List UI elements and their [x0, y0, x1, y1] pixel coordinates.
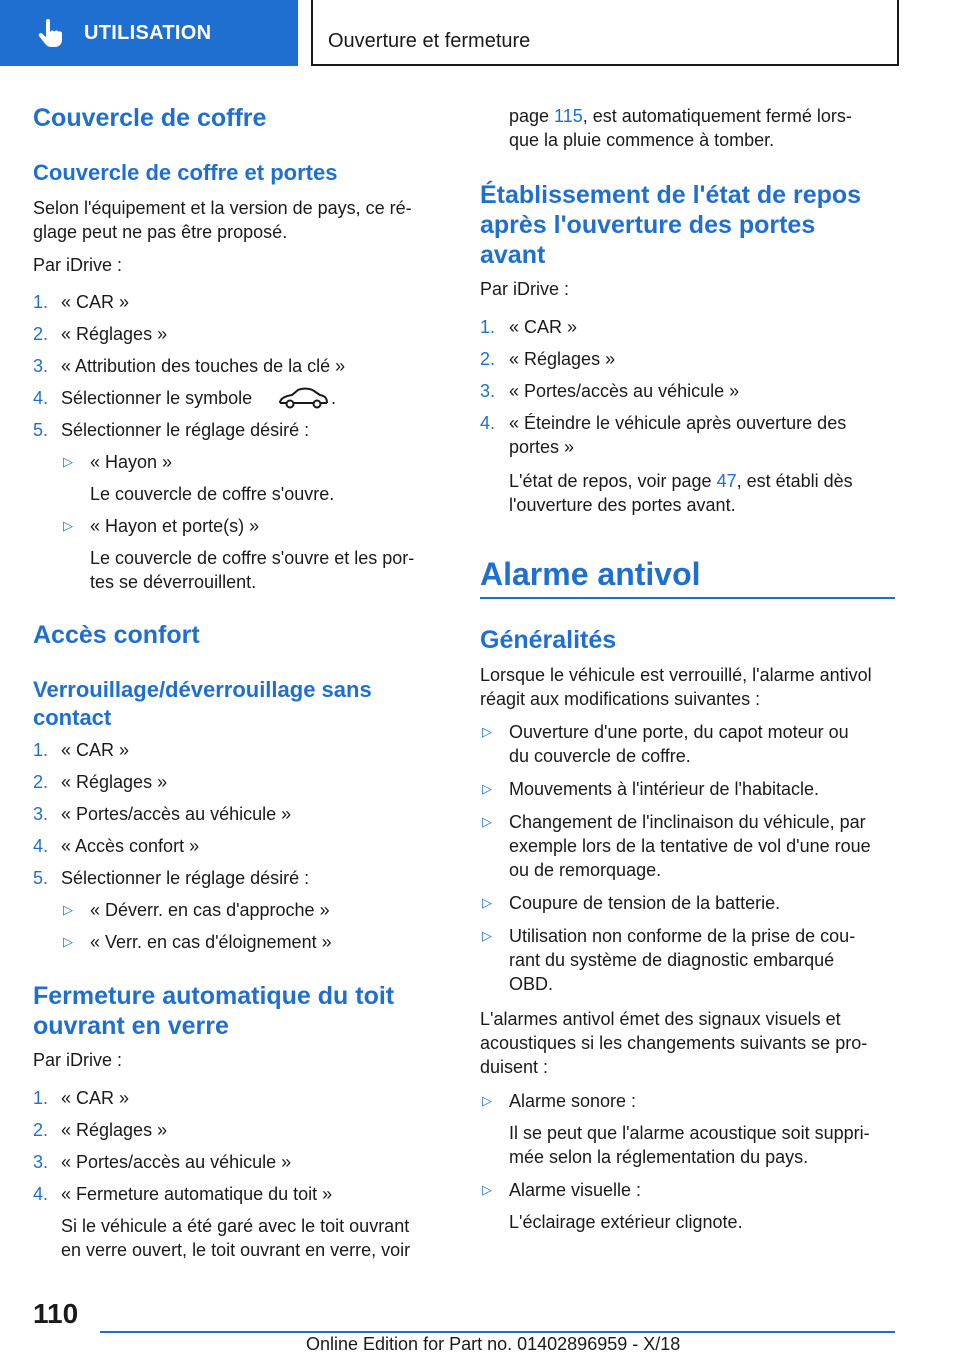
- page-link[interactable]: 47: [716, 471, 737, 491]
- list-number: 2.: [33, 772, 49, 792]
- heading-fermeture-auto-2: ouvrant en verre: [33, 1012, 229, 1040]
- list-number: 3.: [33, 804, 49, 824]
- list-number: 2.: [33, 1120, 49, 1140]
- paragraph-line: en verre ouvert, le toit ouvrant en verre, voir: [61, 1240, 411, 1260]
- list-item: « Éteindre le véhicule après ouverture des: [509, 413, 847, 433]
- bullet-line: Mouvements à l'intérieur de l'habitacle.: [509, 779, 820, 799]
- triangle-bullet-icon: ▷: [482, 1182, 492, 1197]
- triangle-bullet-icon: ▷: [63, 902, 73, 917]
- list-item: « CAR »: [509, 317, 578, 337]
- footer-edition: Online Edition for Part no. 01402896959 - X/18: [306, 1334, 681, 1354]
- list-item-cont: portes »: [509, 437, 575, 457]
- list-item: « Réglages »: [61, 324, 168, 344]
- list-item-suffix: .: [331, 388, 337, 408]
- list-item: « Attribution des touches de la clé »: [61, 356, 346, 376]
- bullet-desc: mée selon la réglementation du pays.: [509, 1147, 809, 1167]
- bullet-line: Ouverture d'une porte, du capot moteur ou: [509, 722, 849, 742]
- list-number: 1.: [480, 317, 496, 337]
- list-number: 3.: [33, 356, 49, 376]
- paragraph-line: Par iDrive :: [33, 1050, 123, 1070]
- list-number: 2.: [33, 324, 49, 344]
- text-span: , est établi dès: [736, 471, 853, 491]
- section-tab[interactable]: [0, 0, 298, 66]
- list-item: « Portes/accès au véhicule »: [61, 1152, 292, 1172]
- bullet-line: Alarme sonore :: [509, 1091, 637, 1111]
- heading-etat-repos-2: après l'ouverture des portes: [480, 211, 816, 239]
- triangle-bullet-icon: ▷: [482, 814, 492, 829]
- list-number: 4.: [33, 388, 49, 408]
- chapter-title: Ouverture et fermeture: [328, 30, 531, 52]
- paragraph-line: réagit aux modifications suivantes :: [480, 689, 761, 709]
- heading-verrouillage-2: contact: [33, 705, 112, 730]
- bullet-line: exemple lors de la tentative de vol d'une roue: [509, 836, 871, 856]
- list-number: 5.: [33, 420, 49, 440]
- sub-list-item: « Hayon »: [90, 452, 173, 472]
- heading-couvercle-coffre: Couvercle de coffre: [33, 104, 267, 132]
- heading-etat-repos: Établissement de l'état de repos: [480, 181, 862, 209]
- triangle-bullet-icon: ▷: [63, 454, 73, 469]
- list-item: « Portes/accès au véhicule »: [61, 804, 292, 824]
- list-item: « CAR »: [61, 740, 130, 760]
- text-span: page: [509, 106, 555, 126]
- paragraph-line: Par iDrive :: [33, 255, 123, 275]
- list-item: Sélectionner le réglage désiré :: [61, 420, 310, 440]
- list-number: 4.: [33, 1184, 49, 1204]
- bullet-line: Changement de l'inclinaison du véhicule, par: [509, 812, 866, 832]
- heading-acces-confort: Accès confort: [33, 621, 200, 649]
- bullet-line: Coupure de tension de la batterie.: [509, 893, 781, 913]
- list-number: 1.: [33, 1088, 49, 1108]
- list-number: 1.: [33, 292, 49, 312]
- text-span: , est automatiquement fermé lors-: [582, 106, 852, 126]
- bullet-desc: Il se peut que l'alarme acoustique soit suppri-: [509, 1123, 870, 1143]
- list-number: 3.: [33, 1152, 49, 1172]
- paragraph-line: duisent :: [480, 1057, 549, 1077]
- heading-generalites: Généralités: [480, 626, 617, 654]
- bullet-line: ou de remorquage.: [509, 860, 662, 880]
- bullet-line: du couvercle de coffre.: [509, 746, 691, 766]
- paragraph-line: l'ouverture des portes avant.: [509, 495, 736, 515]
- section-rule: [480, 597, 895, 599]
- paragraph-line: acoustiques si les changements suivants se pro-: [480, 1033, 868, 1053]
- triangle-bullet-icon: ▷: [482, 895, 492, 910]
- list-item: Sélectionner le réglage désiré :: [61, 868, 310, 888]
- list-number: 3.: [480, 381, 496, 401]
- paragraph-line: [509, 104, 852, 128]
- bullet-line: Utilisation non conforme de la prise de cou-: [509, 926, 856, 946]
- list-item: « Fermeture automatique du toit »: [61, 1184, 333, 1204]
- heading-fermeture-auto: Fermeture automatique du toit: [33, 982, 395, 1010]
- list-item: « Accès confort »: [61, 836, 200, 856]
- list-item: « Réglages »: [61, 1120, 168, 1140]
- sub-list-desc: Le couvercle de coffre s'ouvre.: [90, 484, 335, 504]
- bullet-line: rant du système de diagnostic embarqué: [509, 950, 835, 970]
- list-item: Sélectionner le symbole: [61, 388, 253, 408]
- list-item: « CAR »: [61, 292, 130, 312]
- paragraph-line: glage peut ne pas être proposé.: [33, 222, 288, 242]
- list-item: « Réglages »: [509, 349, 616, 369]
- list-item: « CAR »: [61, 1088, 130, 1108]
- bullet-line: Alarme visuelle :: [509, 1180, 642, 1200]
- triangle-bullet-icon: ▷: [482, 781, 492, 796]
- paragraph-line: L'alarmes antivol émet des signaux visuels et: [480, 1009, 841, 1029]
- paragraph-line: Lorsque le véhicule est verrouillé, l'alarme antivol: [480, 665, 872, 685]
- triangle-bullet-icon: ▷: [482, 1093, 492, 1108]
- heading-verrouillage: Verrouillage/déverrouillage sans: [33, 677, 372, 702]
- list-item: « Portes/accès au véhicule »: [509, 381, 740, 401]
- footer-rule: [100, 1331, 895, 1333]
- list-number: 5.: [33, 868, 49, 888]
- car-trunk-icon: [276, 385, 330, 411]
- sub-list-item: « Déverr. en cas d'approche »: [90, 900, 330, 920]
- list-number: 1.: [33, 740, 49, 760]
- bullet-line: OBD.: [509, 974, 554, 994]
- triangle-bullet-icon: ▷: [63, 934, 73, 949]
- hand-pointer-icon: [38, 18, 62, 48]
- sub-list-item: « Verr. en cas d'éloignement »: [90, 932, 332, 952]
- section-tab-label: UTILISATION: [84, 21, 212, 44]
- paragraph-line: Si le véhicule a été garé avec le toit ouvrant: [61, 1216, 410, 1236]
- heading-etat-repos-3: avant: [480, 241, 546, 269]
- heading-coffre-portes: Couvercle de coffre et portes: [33, 160, 338, 185]
- sub-list-desc: tes se déverrouillent.: [90, 572, 257, 592]
- triangle-bullet-icon: ▷: [482, 928, 492, 943]
- paragraph-line: Selon l'équipement et la version de pays, ce ré-: [33, 198, 412, 218]
- paragraph-line: [509, 469, 853, 493]
- heading-alarme-antivol: Alarme antivol: [480, 556, 701, 592]
- bullet-desc: L'éclairage extérieur clignote.: [509, 1212, 743, 1232]
- list-item: « Réglages »: [61, 772, 168, 792]
- chapter-header: [311, 0, 899, 66]
- sub-list-desc: Le couvercle de coffre s'ouvre et les por-: [90, 548, 415, 568]
- sub-list-item: « Hayon et porte(s) »: [90, 516, 260, 536]
- page-number: 110: [33, 1298, 79, 1329]
- list-number: 2.: [480, 349, 496, 369]
- page-link[interactable]: 115: [554, 106, 583, 126]
- paragraph-line: Par iDrive :: [480, 279, 570, 299]
- list-number: 4.: [480, 413, 496, 433]
- triangle-bullet-icon: ▷: [482, 724, 492, 739]
- paragraph-line: que la pluie commence à tomber.: [509, 130, 775, 150]
- text-span: L'état de repos, voir page: [509, 471, 717, 491]
- list-number: 4.: [33, 836, 49, 856]
- triangle-bullet-icon: ▷: [63, 518, 73, 533]
